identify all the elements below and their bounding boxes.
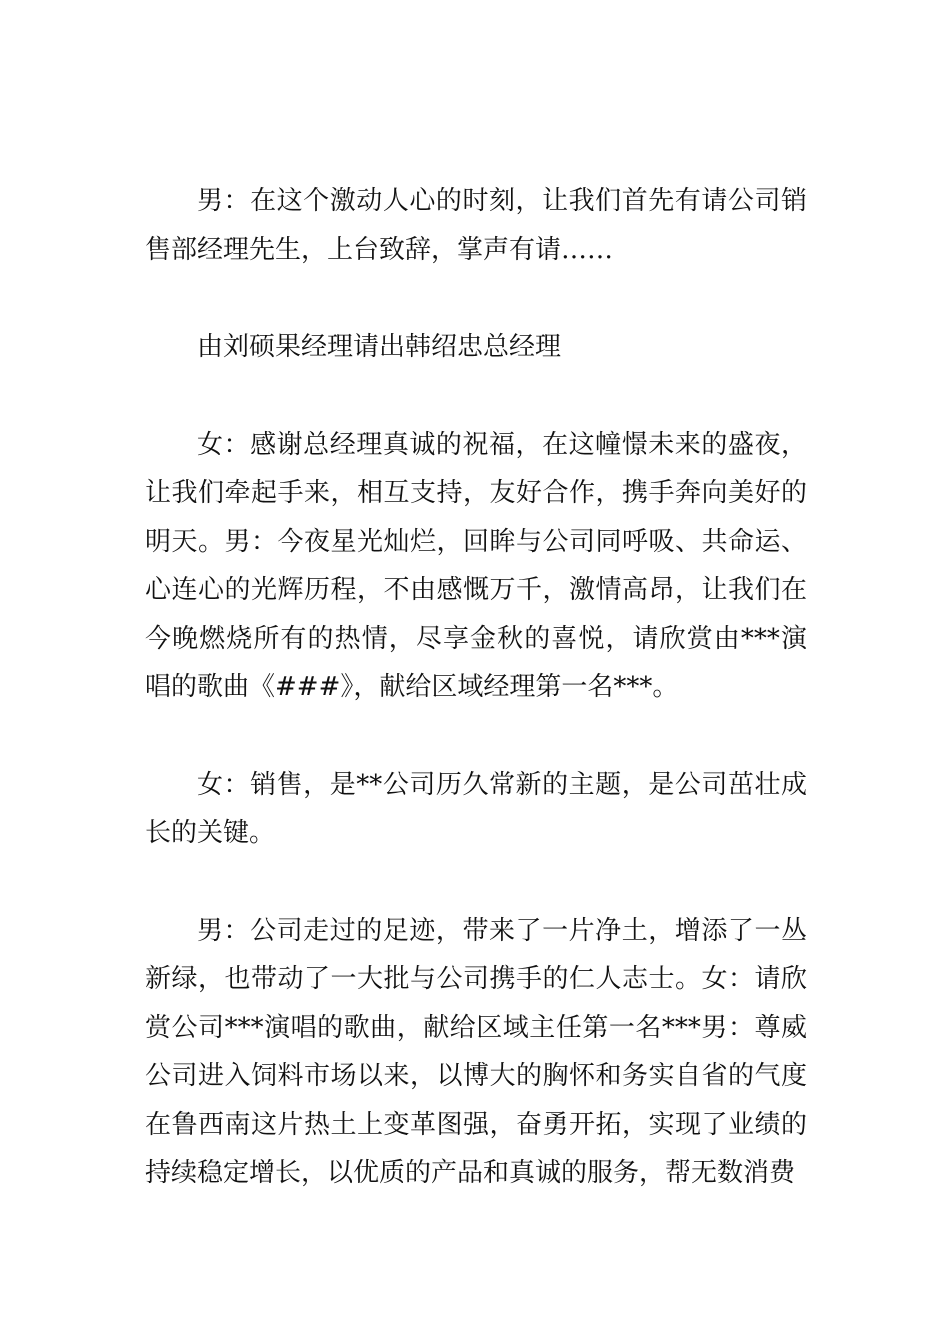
paragraph-4: 女：销售，是**公司历久常新的主题，是公司茁壮成长的关键。 bbox=[145, 769, 807, 848]
paragraph-2: 由刘硕果经理请出韩绍忠总经理 bbox=[197, 332, 562, 362]
paragraph-3: 女：感谢总经理真诚的祝福，在这幢憬未来的盛夜，让我们牵起手来，相互支持，友好合作，携手奔向美好的明天。男：今夜星光灿烂，回眸与公司同呼吸、共命运、心连心的光辉历程，不由感慨万千，激情高昂，让我们在今晚燃烧所有的热情，尽享金秋的喜悦，请欣赏由***演唱的歌曲《###》，献给区域经理第一名***。 bbox=[145, 429, 807, 702]
paragraph-1: 男：在这个激动人心的时刻，让我们首先有请公司销售部经理先生，上台致辞，掌声有请…… bbox=[145, 186, 807, 265]
paragraph-5: 男：公司走过的足迹，带来了一片净土，增添了一丛新绿，也带动了一大批与公司携手的仁人志士。女：请欣赏公司***演唱的歌曲，献给区域主任第一名***男：尊威公司进入饲料市场以来，以博大的胸怀和务实自省的气度在鲁西南这片热土上变革图强，奋勇开拓，实现了业绩的持续稳定增长，以优质的产品和真诚的服务，帮无数消费 bbox=[145, 915, 807, 1188]
document-body bbox=[145, 177, 807, 1198]
